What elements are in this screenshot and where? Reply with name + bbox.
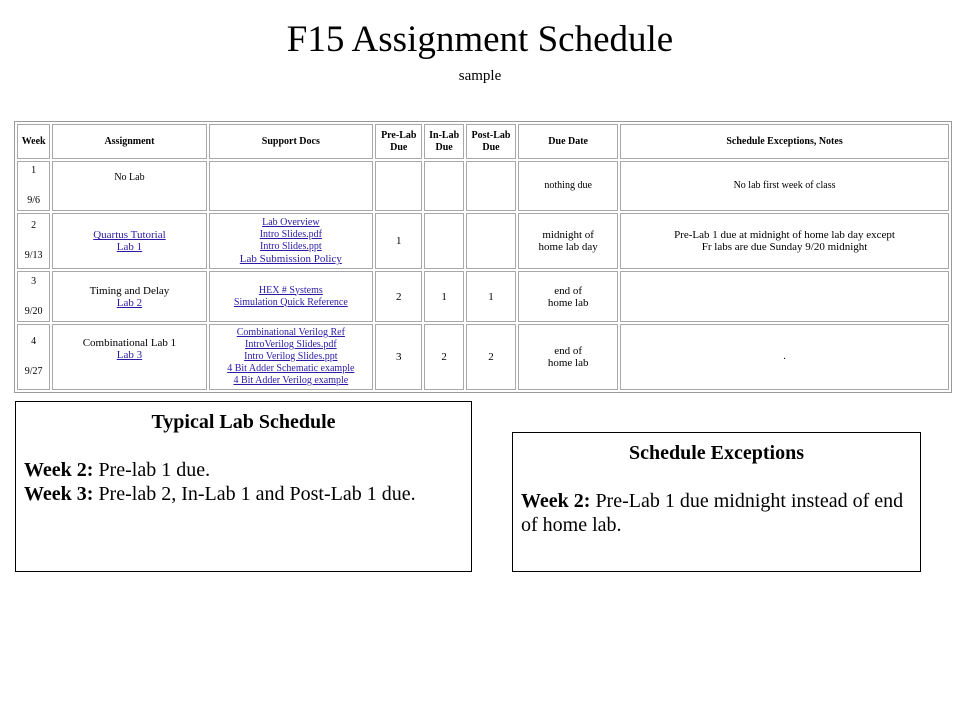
- doc-link-combinational-verilog-ref[interactable]: Combinational Verilog Ref: [236, 326, 345, 338]
- week-date: 9/6: [27, 195, 41, 207]
- due-date-cell: [518, 324, 618, 390]
- assignment-link-lab-3[interactable]: Lab 3: [116, 348, 143, 361]
- typical-lab-schedule-heading: Typical Lab Schedule: [151, 411, 336, 433]
- typical-line-week-3: [24, 482, 463, 506]
- table-row: [17, 161, 949, 211]
- assignment-link-lab-1[interactable]: Lab 1: [116, 241, 143, 254]
- table-header-row: [17, 124, 949, 159]
- week-date: 9/20: [24, 305, 43, 317]
- due-date-line: home lab day: [538, 241, 598, 254]
- doc-link-intro-verilog-slides-ppt[interactable]: Intro Verilog Slides.ppt: [244, 350, 338, 362]
- schedule-exceptions-box: [512, 432, 921, 572]
- table-row: [17, 213, 949, 269]
- col-header-postlab-due: Post-Lab Due: [466, 124, 516, 159]
- week-text: Pre-Lab 1 due midnight instead of end of home lab.: [521, 490, 904, 536]
- prelab-cell: [375, 161, 422, 211]
- docs-cell: [209, 271, 373, 321]
- schedule-exceptions-body: [513, 489, 920, 537]
- inlab-cell: [424, 161, 463, 211]
- typical-lab-schedule-box: [15, 401, 472, 572]
- assignment-link-lab-2[interactable]: Lab 2: [116, 296, 143, 309]
- assignment-cell: [52, 271, 206, 321]
- notes-line: Fr labs are due Sunday 9/20 midnight: [701, 241, 868, 254]
- week-text: Pre-lab 2, In-Lab 1 and Post-Lab 1 due.: [93, 483, 416, 505]
- week-cell: [17, 161, 50, 211]
- prelab-cell: 3: [375, 324, 422, 390]
- schedule-table-container: [14, 121, 954, 393]
- doc-link-simulation-quick-reference[interactable]: Simulation Quick Reference: [233, 296, 348, 308]
- week-number: 4: [31, 335, 37, 347]
- doc-link-4-bit-adder-schematic[interactable]: 4 Bit Adder Schematic example: [227, 362, 355, 374]
- due-date-line: end of: [554, 344, 583, 357]
- col-header-week: Week: [17, 124, 50, 159]
- inlab-cell: 2: [424, 324, 463, 390]
- notes-line: .: [783, 350, 786, 362]
- col-header-prelab-due: Pre-Lab Due: [375, 124, 422, 159]
- due-date-line: home lab: [547, 296, 589, 309]
- postlab-cell: [466, 213, 516, 269]
- week-label: Week 2:: [521, 490, 591, 512]
- postlab-cell: [466, 161, 516, 211]
- due-date-line: home lab: [547, 356, 589, 369]
- inlab-cell: 1: [424, 271, 463, 321]
- typical-lab-schedule-body: [16, 458, 471, 506]
- doc-link-hex-systems[interactable]: HEX # Systems: [258, 284, 323, 296]
- col-header-due-date: Due Date: [518, 124, 618, 159]
- schedule-exceptions-heading: Schedule Exceptions: [628, 442, 805, 464]
- notes-cell: [620, 161, 949, 211]
- doc-link-introverilog-slides-pdf[interactable]: IntroVerilog Slides.pdf: [245, 338, 337, 350]
- table-row: [17, 271, 949, 321]
- week-cell: [17, 271, 50, 321]
- notes-cell: [620, 271, 949, 321]
- postlab-cell: 1: [466, 271, 516, 321]
- notes-line: No lab first week of class: [733, 180, 836, 192]
- table-row: [17, 324, 949, 390]
- docs-cell: [209, 161, 373, 211]
- week-number: 1: [31, 165, 37, 177]
- typical-line-week-2: [24, 458, 463, 482]
- week-label: Week 3:: [24, 483, 94, 505]
- page-subtitle: sample: [458, 68, 502, 84]
- col-header-notes: Schedule Exceptions, Notes: [620, 124, 949, 159]
- prelab-cell: 2: [375, 271, 422, 321]
- schedule-table: [14, 121, 952, 393]
- due-date-line: nothing due: [544, 180, 592, 192]
- inlab-cell: [424, 213, 463, 269]
- week-cell: [17, 213, 50, 269]
- col-header-inlab-due: In-Lab Due: [424, 124, 463, 159]
- col-header-support-docs: Support Docs: [209, 124, 373, 159]
- due-date-line: end of: [554, 284, 583, 297]
- notes-cell: [620, 213, 949, 269]
- week-label: Week 2:: [24, 459, 94, 481]
- due-date-line: midnight of: [542, 229, 594, 242]
- doc-link-4-bit-adder-verilog[interactable]: 4 Bit Adder Verilog example: [233, 374, 349, 386]
- col-header-assignment: Assignment: [52, 124, 206, 159]
- doc-link-lab-overview[interactable]: Lab Overview: [262, 217, 320, 229]
- prelab-cell: 1: [375, 213, 422, 269]
- doc-link-lab-submission-policy[interactable]: Lab Submission Policy: [239, 253, 342, 266]
- doc-link-intro-slides-ppt[interactable]: Intro Slides.ppt: [260, 241, 322, 253]
- exception-line-week-2: [521, 489, 912, 537]
- assignment-cell: [52, 324, 206, 390]
- doc-link-intro-slides-pdf[interactable]: Intro Slides.pdf: [259, 229, 322, 241]
- due-date-cell: [518, 213, 618, 269]
- docs-cell: [209, 324, 373, 390]
- docs-cell: [209, 213, 373, 269]
- week-number: 2: [31, 220, 37, 232]
- week-cell: [17, 324, 50, 390]
- assignment-text: Combinational Lab 1: [82, 336, 177, 349]
- week-number: 3: [31, 275, 37, 287]
- week-date: 9/27: [24, 365, 43, 377]
- week-text: Pre-lab 1 due.: [93, 459, 211, 481]
- assignment-link-quartus-tutorial[interactable]: Quartus Tutorial: [93, 229, 166, 242]
- assignment-text: Timing and Delay: [89, 284, 170, 297]
- due-date-cell: [518, 271, 618, 321]
- page-title: F15 Assignment Schedule: [286, 19, 674, 60]
- week-date: 9/13: [24, 250, 43, 262]
- assignment-cell: [52, 161, 206, 211]
- assignment-cell: [52, 213, 206, 269]
- due-date-cell: [518, 161, 618, 211]
- assignment-text: No Lab: [114, 172, 145, 184]
- notes-line: Pre-Lab 1 due at midnight of home lab day except: [674, 229, 895, 242]
- postlab-cell: 2: [466, 324, 516, 390]
- notes-cell: [620, 324, 949, 390]
